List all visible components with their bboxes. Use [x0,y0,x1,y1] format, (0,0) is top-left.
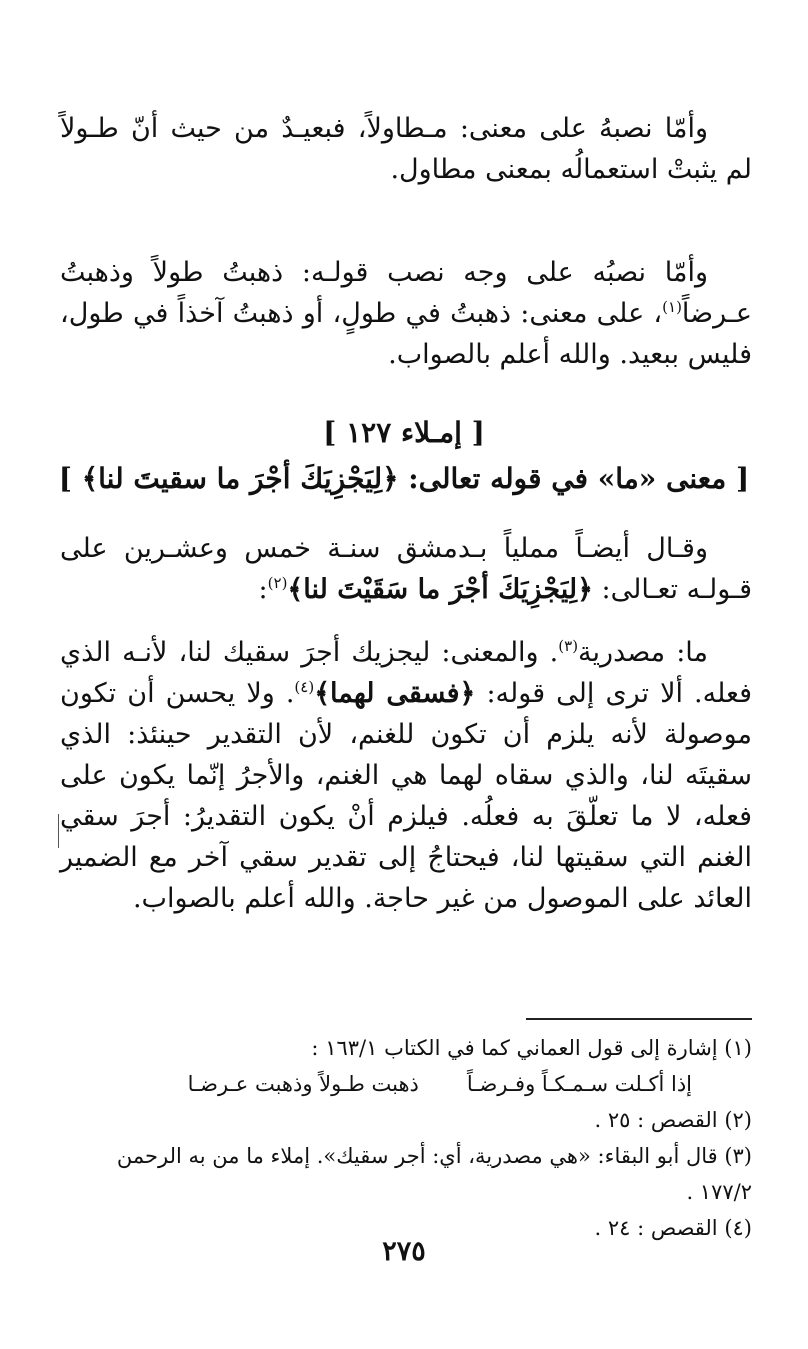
explanation-paragraph [60,632,752,919]
intro-end: : [258,574,268,605]
intro-paragraph [60,528,752,610]
paragraph-1-text: وأمّا نصبهُ على معنى: مـطاولاً، فبعيـدٌ من حيث أنّ طـولاً لم يثبتْ استعمالُه بمعنى مطاول. [60,113,752,185]
explanation-text-b: . والمعنى: ليجزيك أجرَ سقيك لنا، لأنـه الذي فعله. ألا ترى إلى قوله: [60,637,752,709]
footnote-1: (١) إشارة إلى قول العماني كما في الكتاب ١٦٣/١ : [311,1036,752,1060]
footnotes-section [60,1030,752,1246]
footnote-3: (٣) قال أبو البقاء: «هي مصدرية، أي: أجر سقيك». إملاء ما من به الرحمن ١٧٧/٢ . [116,1144,752,1204]
footnote-divider [526,1018,752,1020]
poem-hemistich-2: ذهبت طـولاً وذهبت عـرضـا [187,1072,419,1096]
section-title [56,462,752,495]
footnote-ref-3[interactable]: (٣) [558,637,579,655]
footnote-4: (٤) القصص : ٢٤ . [594,1216,752,1240]
footnote-2: (٢) القصص : ٢٥ . [594,1108,752,1132]
intro-verse: ﴿لِيَجْزِيَكَ أجْرَ ما سَقَيْتَ لنا﴾ [287,574,593,605]
footnote-ref-4[interactable]: (٤) [294,678,315,696]
section-title-text-a: [ معنى «ما» في قوله تعالى: [398,462,750,495]
paragraph-2-text-a: وأمّا نصبُه على وجه نصب قولـه: ذهبتُ طولاً وذهبتُ عـرضاً [60,257,752,329]
paragraph-2-text-b: ، على معنى: ذهبتُ في طولٍ، أو ذهبتُ آخذاً في طول، فليس ببعيد. والله أعلم بالصواب. [60,298,752,370]
footnote-1-poem [60,1066,752,1102]
explanation-text-c: . ولا يحسن أن تكون موصولة لأنه يلزم أن تكون للغنم، لأن التقدير حينئذ: الذي سقيتَه لنا، والذي سقاه لهما هي الغنم، والأجرُ إنّما يكون على فعله، لا ما تعلّقَ به فعلُه. فيلزم أنْ يكون التقديرُ: أجرَ سقي الغنم التي سقيتها لنا، فيحتاجُ إلى تقدير سقي آخر مع الضمير العائد على الموصول من غير حاجة. والله أعلم بالصواب. [60,678,752,914]
margin-mark [58,814,59,848]
footnote-ref-1[interactable]: (١) [662,298,682,316]
explanation-text-a: ما: مصدرية [578,637,709,668]
imla-heading: [ إمـلاء ١٢٧ ] [323,416,485,449]
section-title-text-b: ] [58,462,82,495]
intro-text: وقـال أيضـاً مملياً بـدمشق سنـة خمس وعشـرين على قـولـه تعـالى: [60,533,752,605]
poem-hemistich-1: إذا أكـلت سـمـكـاً وفـرضـاً [466,1072,692,1096]
explanation-verse: ﴿فسقى لهما﴾ [314,678,476,709]
paragraph-2 [60,252,752,375]
paragraph-1 [60,108,752,190]
section-title-verse: ﴿لِيَجْزِيَكَ أجْرَ ما سقيتَ لنا﴾ [81,462,399,495]
footnote-ref-2[interactable]: (٢) [267,574,288,592]
page-number: ٢٧٥ [382,1236,426,1267]
